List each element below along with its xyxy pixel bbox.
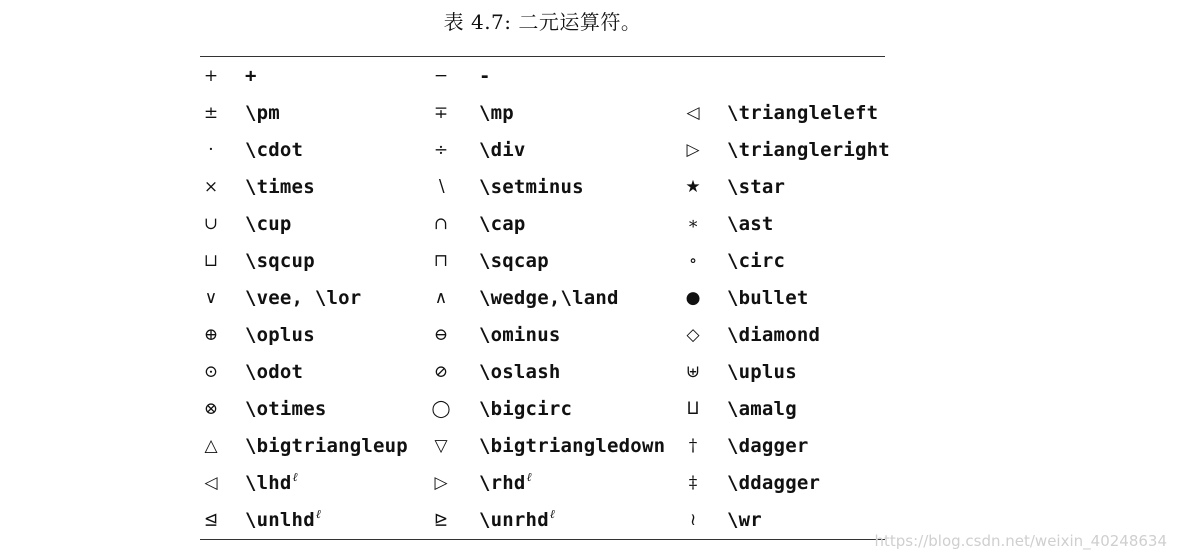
latex-command-text: \amalg [727, 398, 797, 420]
latex-command [245, 58, 257, 95]
latex-command [727, 280, 808, 317]
table-row [200, 58, 890, 95]
latex-command [727, 206, 774, 243]
latex-command [727, 132, 890, 169]
latexsym-marker: ℓ [549, 507, 556, 521]
table-row [200, 243, 890, 280]
latex-command [245, 206, 292, 243]
operator-symbol: ∩ [433, 214, 449, 234]
latex-command-text: \cap [479, 213, 526, 235]
table-row [200, 354, 890, 391]
latex-command [245, 243, 315, 280]
latex-command [479, 169, 584, 206]
operator-symbol: ‡ [688, 473, 698, 493]
binary-operators-table [200, 58, 890, 539]
operator-symbol: ⊙ [203, 362, 219, 382]
latexsym-marker: ℓ [292, 470, 298, 484]
latex-command-text: \bigtriangledown [479, 435, 666, 457]
latex-command [727, 428, 808, 465]
latex-command-text: \rhd [479, 472, 526, 494]
operator-symbol: ∧ [434, 288, 448, 308]
latex-command-text: \times [245, 176, 315, 198]
operator-symbol: − [433, 66, 449, 86]
latexsym-marker: ℓ [315, 507, 322, 521]
table-row [200, 169, 890, 206]
table-row [200, 465, 890, 502]
latex-command [245, 317, 315, 354]
latex-command [727, 465, 820, 502]
operator-symbol: ⊕ [203, 325, 219, 345]
latex-command [479, 206, 526, 243]
latex-command [245, 428, 408, 465]
latex-command-text: \uplus [727, 361, 797, 383]
operator-symbol: ⊴ [203, 510, 219, 530]
latex-command [479, 391, 572, 428]
latex-command [245, 465, 298, 502]
table-row [200, 502, 890, 539]
operator-symbol: ∪ [203, 214, 219, 234]
latex-command [245, 95, 280, 132]
latex-command-text: \otimes [245, 398, 327, 420]
latex-command [727, 354, 797, 391]
table-row [200, 317, 890, 354]
operator-symbol: ⊖ [433, 325, 449, 345]
latex-command-text: \oplus [245, 324, 315, 346]
latex-command-text: \ddagger [727, 472, 821, 494]
latex-command-text: \unlhd [245, 509, 315, 531]
table-row [200, 428, 890, 465]
latex-command-text: \wedge,\land [479, 287, 619, 309]
table-row [200, 132, 890, 169]
operator-symbol: ● [685, 288, 701, 308]
latex-command [727, 169, 785, 206]
latex-command-text: \bullet [727, 287, 809, 309]
latex-command [245, 391, 326, 428]
latex-command-text: \diamond [727, 324, 821, 346]
latex-command [245, 169, 315, 206]
latex-command [245, 502, 321, 539]
latex-command-text: \sqcap [479, 250, 549, 272]
operator-symbol: ⊎ [685, 362, 701, 382]
latex-command [479, 465, 532, 502]
watermark: https://blog.csdn.net/weixin_40248634 [874, 532, 1167, 550]
operator-symbol: ⊵ [433, 510, 449, 530]
operator-symbol: ▽ [434, 436, 448, 456]
latex-command-text: + [245, 65, 257, 87]
operator-symbol: ≀ [689, 510, 697, 530]
latex-command [727, 317, 820, 354]
operator-symbol: ⊓ [433, 251, 449, 271]
latex-command [479, 317, 560, 354]
operator-symbol: △ [204, 436, 218, 456]
latex-command-text: \unrhd [479, 509, 549, 531]
latex-command-text: \bigcirc [479, 398, 573, 420]
latex-command-text: \setminus [479, 176, 584, 198]
operator-symbol: ÷ [433, 140, 449, 160]
operator-symbol: ◇ [686, 325, 700, 345]
latex-command [727, 391, 797, 428]
latex-command-text: \triangleleft [727, 102, 879, 124]
operator-symbol: ◁ [204, 473, 218, 493]
operator-symbol: † [688, 436, 698, 456]
latex-command [245, 132, 303, 169]
latex-command-text: \pm [245, 102, 280, 124]
operator-symbol: ◯ [431, 399, 451, 419]
latex-command [479, 354, 560, 391]
latex-command-text: \star [727, 176, 786, 198]
latex-command [727, 95, 878, 132]
bottom-rule [200, 539, 885, 540]
latex-command-text: \lhd [245, 472, 292, 494]
latex-command-text: \mp [479, 102, 514, 124]
operator-symbol: ∖ [435, 177, 447, 197]
operator-symbol: × [203, 177, 219, 197]
latex-command-text: \bigtriangleup [245, 435, 408, 457]
operator-symbol: ∘ [688, 251, 698, 271]
operator-symbol: ⊗ [203, 399, 219, 419]
latex-command-text: \sqcup [245, 250, 315, 272]
operator-symbol: ⊘ [433, 362, 449, 382]
table-caption: 表 4.7: 二元运算符。 [443, 10, 642, 34]
latex-command-text: \ominus [479, 324, 561, 346]
latex-command [727, 243, 785, 280]
latex-command [479, 132, 526, 169]
latex-command-text: \wr [727, 509, 762, 531]
latex-command-text: \cup [245, 213, 292, 235]
latex-command [727, 502, 762, 539]
operator-symbol: ± [203, 103, 219, 123]
latex-command [479, 428, 665, 465]
latex-command-text: \vee, \lor [245, 287, 362, 309]
latex-command [245, 280, 361, 317]
latex-command [245, 354, 303, 391]
latex-command-text: \odot [245, 361, 304, 383]
operator-symbol: ∨ [204, 288, 218, 308]
top-rule [200, 56, 885, 57]
table-row [200, 391, 890, 428]
latex-command-text: \div [479, 139, 526, 161]
table-row [200, 280, 890, 317]
latex-command [479, 280, 619, 317]
operator-symbol: ∗ [687, 214, 699, 234]
latex-command-text: \cdot [245, 139, 304, 161]
operator-symbol: ∓ [433, 103, 449, 123]
operator-symbol: ★ [685, 177, 701, 197]
operator-symbol: ◁ [686, 103, 700, 123]
latex-command-text: \triangleright [727, 139, 890, 161]
operator-symbol: + [203, 66, 219, 86]
table-row [200, 95, 890, 132]
operator-symbol: ⨿ [686, 399, 700, 419]
latex-command [479, 95, 514, 132]
operator-symbol: ▷ [686, 140, 700, 160]
latexsym-marker: ℓ [526, 470, 532, 484]
latex-command-text: - [479, 65, 491, 87]
table-row [200, 206, 890, 243]
latex-command-text: \dagger [727, 435, 809, 457]
latex-command-text: \circ [727, 250, 786, 272]
operator-symbol: · [208, 140, 214, 160]
latex-command [479, 58, 491, 95]
operator-symbol: ⊔ [203, 251, 219, 271]
operator-symbol: ▷ [434, 473, 448, 493]
latex-command [479, 502, 555, 539]
latex-command [479, 243, 549, 280]
latex-command-text: \oslash [479, 361, 561, 383]
latex-command-text: \ast [727, 213, 774, 235]
